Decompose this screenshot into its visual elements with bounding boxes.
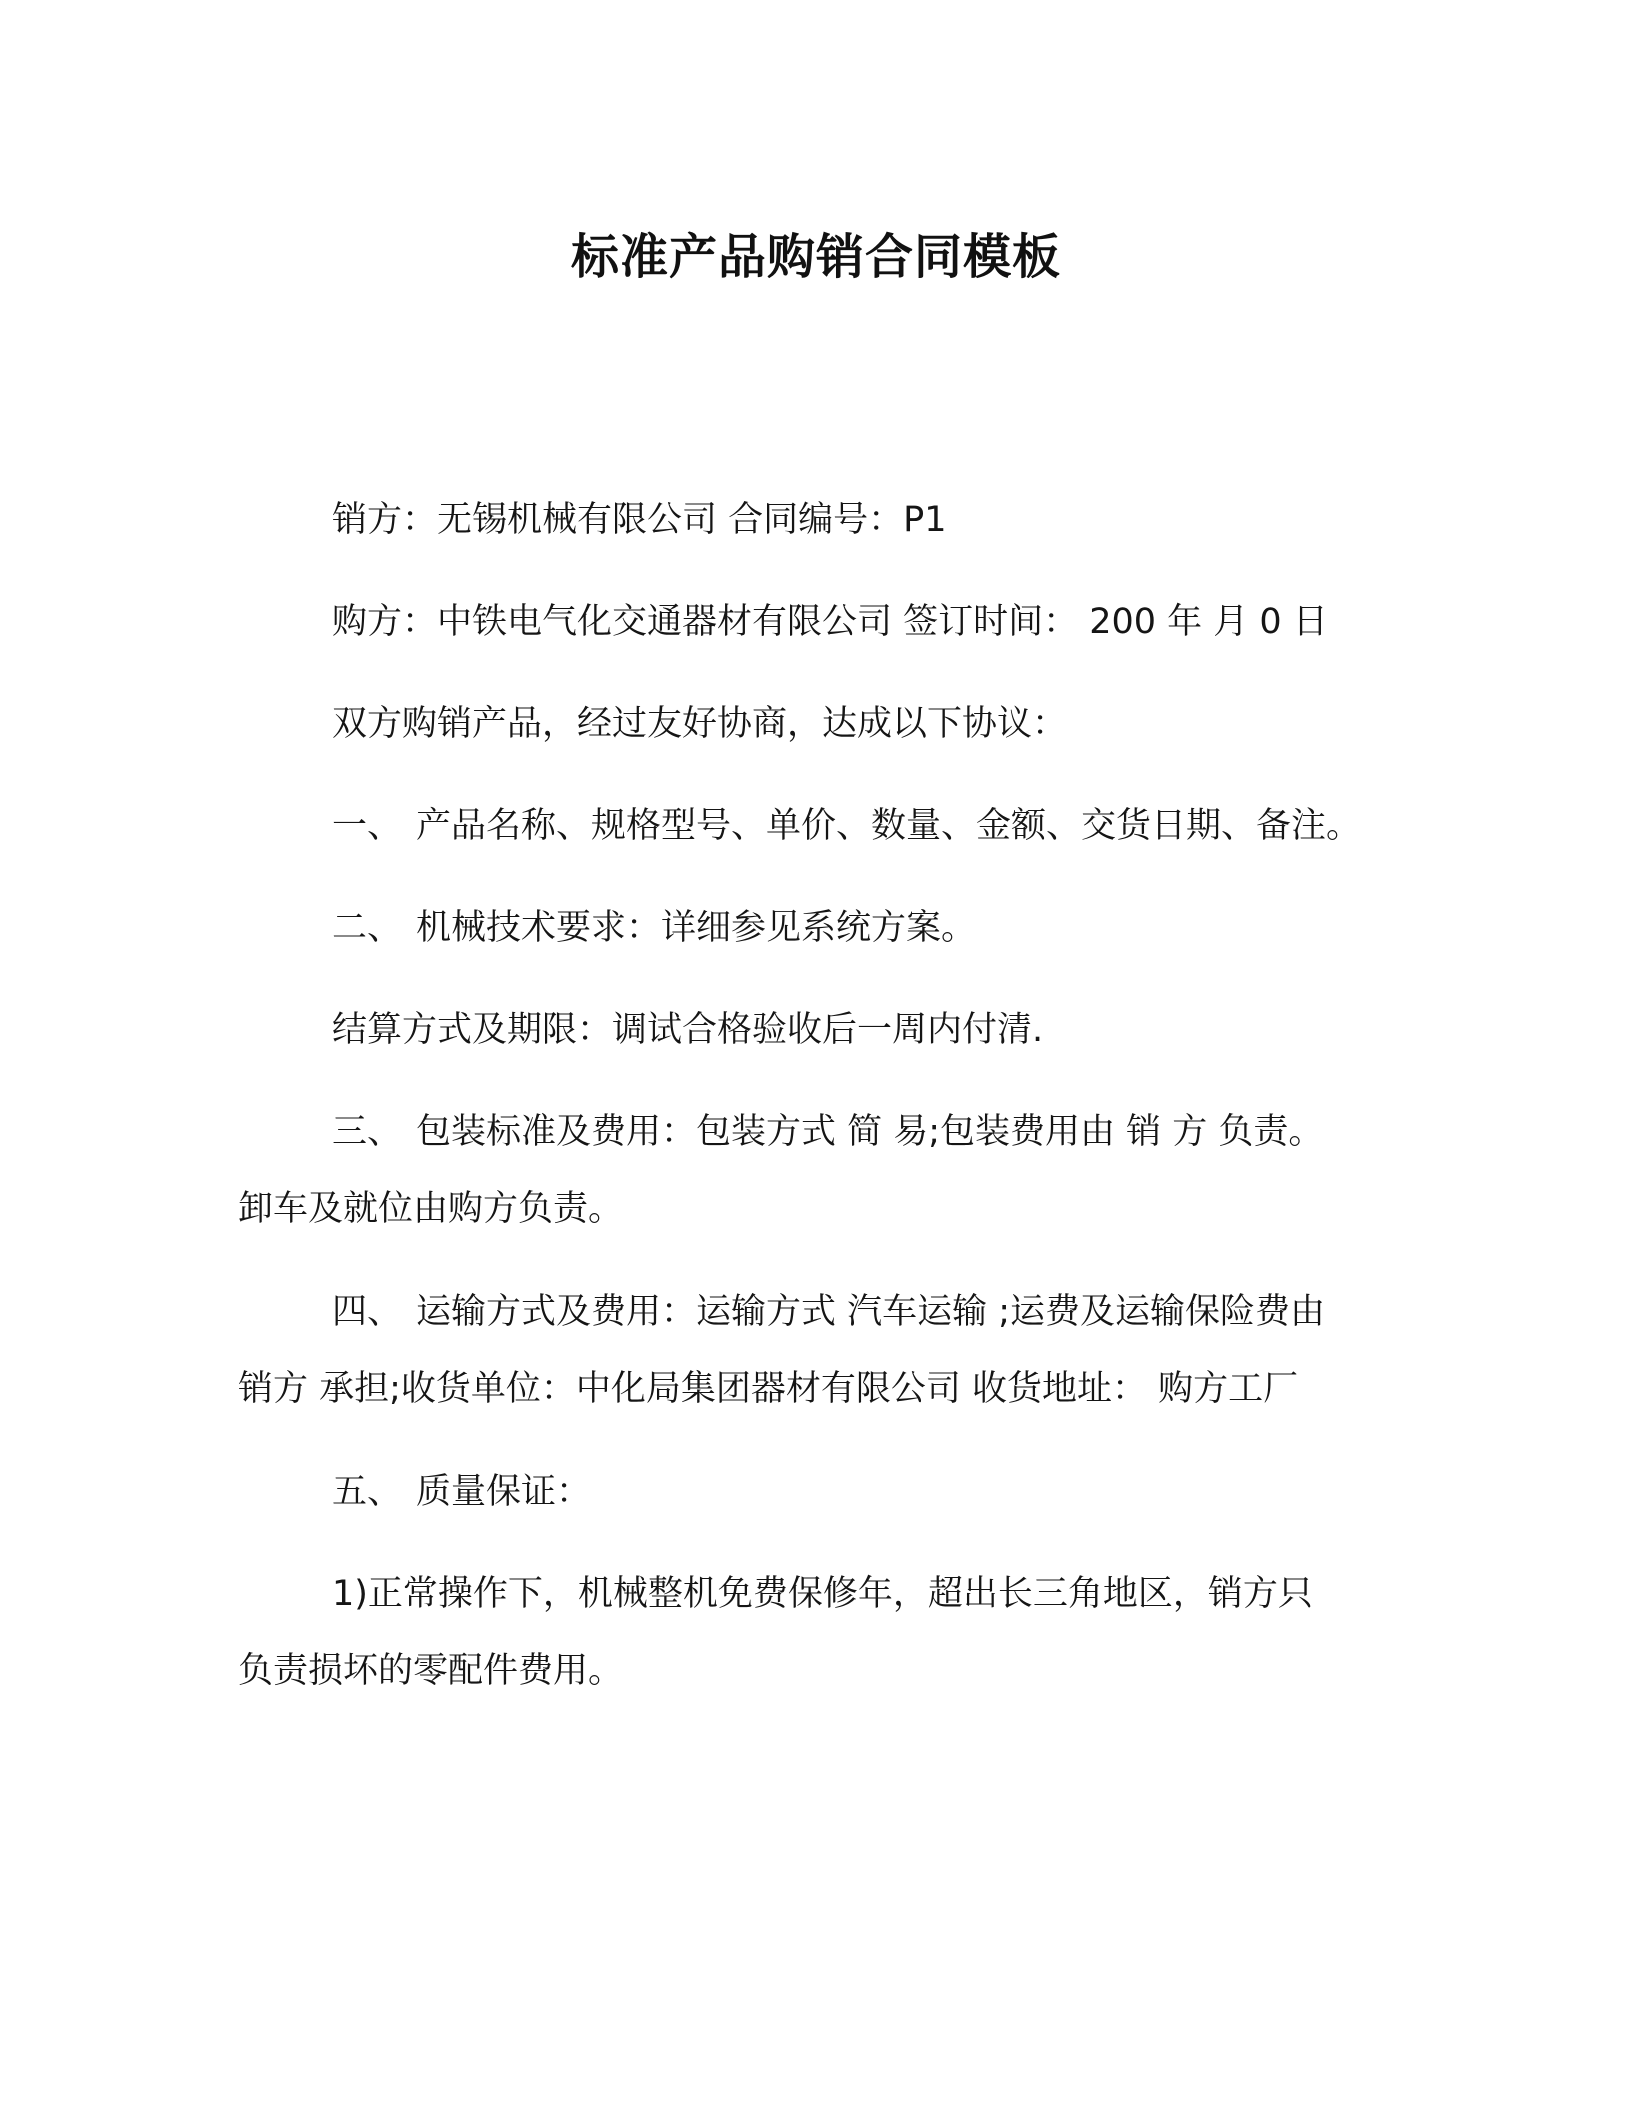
- section-2: [332, 904, 976, 952]
- section-1-number: 一、: [332, 806, 403, 846]
- section-4-continuation: 销方 承担;收货单位：中化局集团器材有限公司 收货地址： 购方工厂: [238, 1369, 1299, 1409]
- document-title: 标准产品购销合同模板: [570, 229, 1061, 285]
- section-5-text: 质量保证：: [416, 1472, 592, 1512]
- section-4: [332, 1288, 1325, 1336]
- section-3-text: 包装标准及费用：包装方式 简 易;包装费用由 销 方 负责。: [416, 1112, 1324, 1152]
- section-3: [332, 1108, 1323, 1156]
- settlement-paragraph: 结算方式及期限：调试合格验收后一周内付清.: [332, 1010, 1044, 1050]
- intro-paragraph: 双方购销产品，经过友好协商，达成以下协议：: [332, 704, 1068, 744]
- section-3-number: 三、: [332, 1112, 403, 1152]
- section-1: [332, 802, 1361, 850]
- section-5: [332, 1468, 591, 1516]
- buyer-line: 购方：中铁电气化交通器材有限公司 签订时间： 200 年 月 0 日: [332, 602, 1328, 642]
- section-3-continuation: 卸车及就位由购方负责。: [238, 1189, 624, 1229]
- section-5-number: 五、: [332, 1472, 403, 1512]
- section-2-number: 二、: [332, 908, 403, 948]
- section-1-text: 产品名称、规格型号、单价、数量、金额、交货日期、备注。: [416, 806, 1362, 846]
- section-2-text: 机械技术要求：详细参见系统方案。: [416, 908, 977, 948]
- warranty-line-1: 1)正常操作下，机械整机免费保修年，超出长三角地区，销方只: [332, 1574, 1313, 1614]
- section-4-number: 四、: [332, 1292, 403, 1332]
- warranty-line-2: 负责损坏的零配件费用。: [238, 1651, 624, 1691]
- section-4-text: 运输方式及费用：运输方式 汽车运输 ;运费及运输保险费由: [416, 1292, 1326, 1332]
- seller-line: 销方：无锡机械有限公司 合同编号：P1: [332, 500, 947, 540]
